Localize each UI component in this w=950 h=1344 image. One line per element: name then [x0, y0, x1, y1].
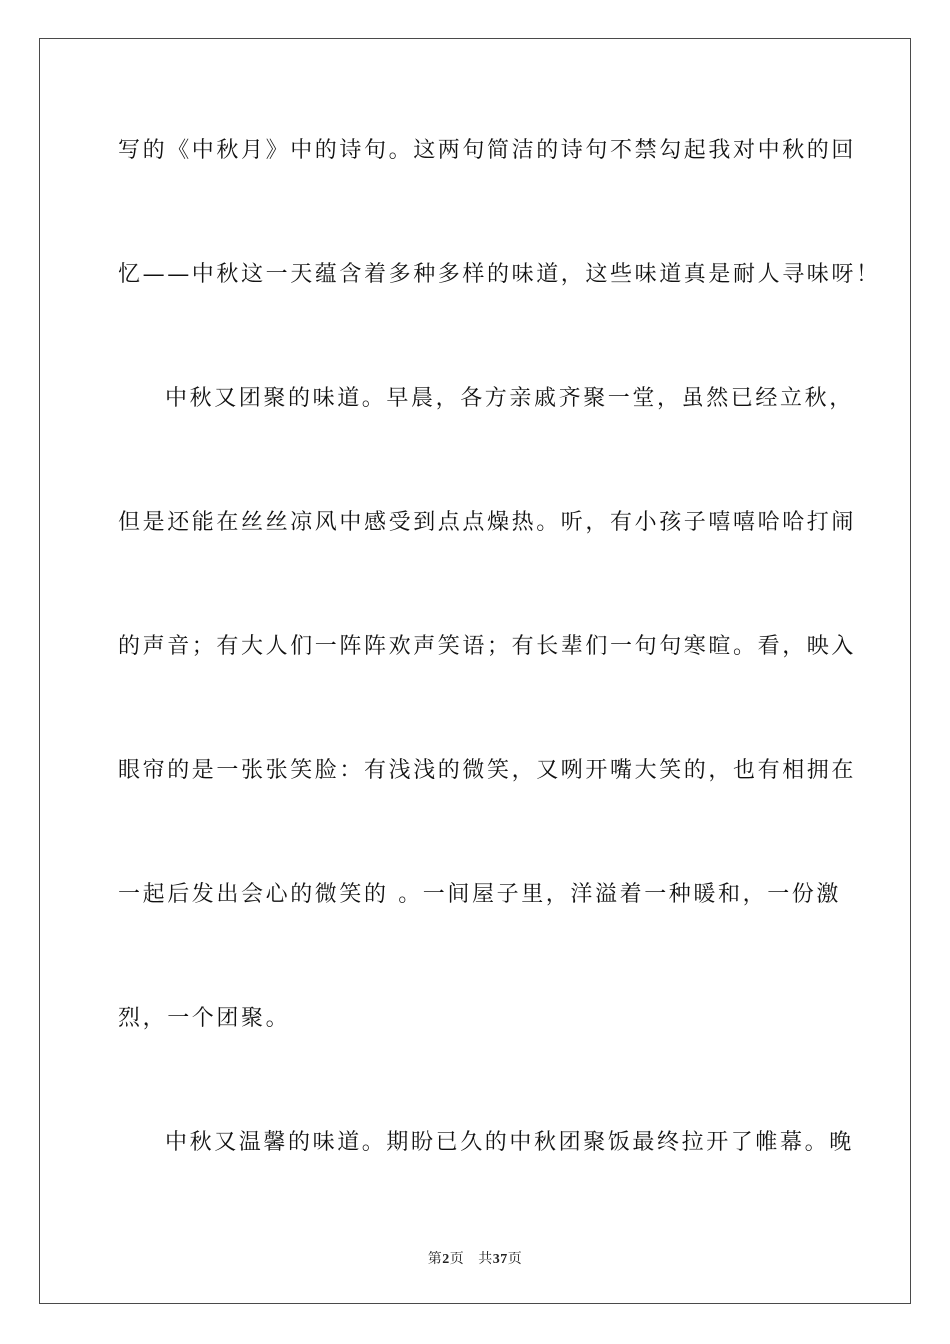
text-line: 的声音；有大人们一阵阵欢声笑语；有长辈们一句句寒暄。看，映入: [118, 634, 857, 659]
page-border: [39, 38, 911, 1304]
text-line: 忆——中秋这一天蕴含着多种多样的味道，这些味道真是耐人寻味呀！: [118, 262, 881, 287]
page-prefix: 第: [427, 1252, 443, 1267]
text-line: 一起后发出会心的微笑的 。一间屋子里，洋溢着一种暖和，一份激: [118, 882, 841, 907]
paragraph-start-line: 中秋又温馨的味道。期盼已久的中秋团聚饭最终拉开了帷幕。晚: [165, 1130, 854, 1155]
page-suffix: 页: [449, 1252, 465, 1267]
page-number: 2: [442, 1252, 450, 1267]
total-suffix: 页: [507, 1252, 523, 1267]
text-line: 烈，一个团聚。: [118, 1006, 291, 1031]
text-line: 眼帘的是一张张笑脸：有浅浅的微笑，又咧开嘴大笑的，也有相拥在: [118, 758, 857, 783]
text-line: 但是还能在丝丝凉风中感受到点点燥热。听，有小孩子嘻嘻哈哈打闹: [118, 510, 857, 535]
text-line: 写的《中秋月》中的诗句。这两句简洁的诗句不禁勾起我对中秋的回: [118, 138, 857, 163]
total-prefix: 共: [478, 1252, 493, 1267]
total-pages: 37: [492, 1252, 508, 1267]
paragraph-start-line: 中秋又团聚的味道。早晨，各方亲戚齐聚一堂，虽然已经立秋，: [165, 386, 854, 411]
page-footer: [0, 1248, 950, 1268]
